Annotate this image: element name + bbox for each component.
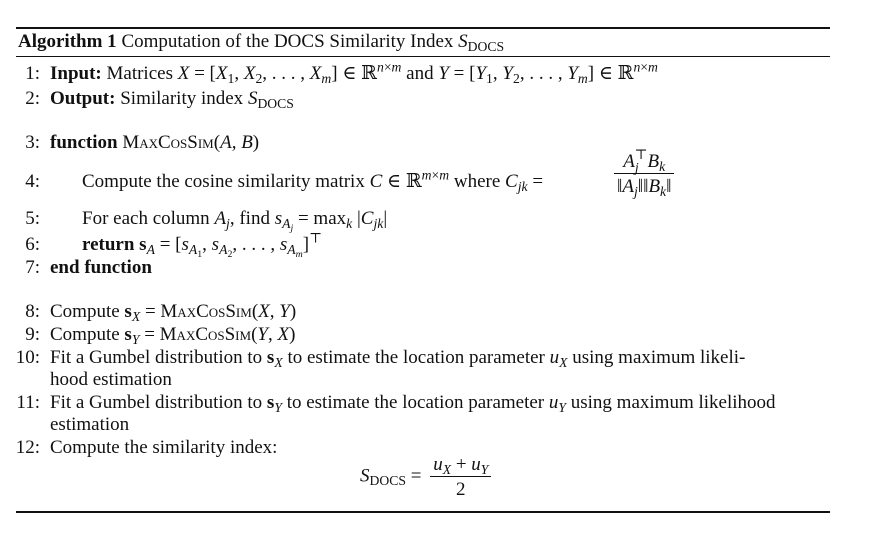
line-number: 7:: [25, 257, 40, 278]
line-number: 12:: [15, 437, 40, 458]
docs-fraction: $\frac{u_X + u_Y}{2}$: [430, 455, 491, 499]
line-text: Compute: [50, 301, 120, 322]
return-keyword: return: [82, 234, 135, 255]
line-number: 2:: [25, 88, 40, 109]
display-equation: $S_{DOCS}$ = $\frac{u_X + u_Y}{2}$: [360, 455, 495, 499]
line-text: hood estimation: [50, 369, 172, 390]
line-number: 1:: [25, 63, 40, 84]
line-number: 10:: [15, 347, 40, 368]
line-text: Fit a Gumbel distribution to: [50, 392, 263, 413]
algorithm-label: Algorithm 1: [18, 31, 117, 52]
function-name: MaxCosSim: [122, 132, 214, 153]
top-rule: [16, 27, 830, 29]
line-text: using maximum likeli-: [572, 347, 746, 368]
line-number: 11:: [16, 392, 40, 413]
line-text: to estimate the location parameter: [286, 392, 545, 413]
line-text: For each column: [82, 208, 210, 229]
line-text: using maximum likelihood: [570, 392, 776, 413]
function-keyword: function: [50, 132, 118, 153]
line-text: Compute the similarity index:: [50, 437, 278, 458]
header-rule: [16, 56, 830, 57]
line-number: 3:: [25, 132, 40, 153]
line-text: Matrices: [106, 63, 173, 84]
line-text: Compute: [50, 324, 120, 345]
output-keyword: Output:: [50, 88, 116, 109]
line-number: 9:: [25, 324, 40, 345]
end-function-keyword: end function: [50, 257, 152, 278]
line-text: estimation: [50, 414, 130, 435]
line-text: to estimate the location parameter: [287, 347, 545, 368]
line-number: 4:: [25, 171, 40, 192]
algorithm-header: Algorithm 1 Computation of the DOCS Similarity Index $S_{DOCS}$: [18, 31, 505, 54]
line-number: 5:: [25, 208, 40, 229]
bottom-rule: [16, 511, 830, 513]
line-text: Similarity index: [120, 88, 244, 109]
line-number: 6:: [25, 234, 40, 255]
line-number: 8:: [25, 301, 40, 322]
algorithm-title: Computation of the DOCS Similarity Index: [121, 31, 454, 52]
line-text: Fit a Gumbel distribution to: [50, 347, 263, 368]
cosine-fraction: $\frac{A_j^⊤B_k}{‖A_j‖‖B_k‖}$: [614, 152, 674, 196]
line-text: Compute the cosine similarity matrix: [82, 171, 365, 192]
line-text: , find: [229, 208, 270, 229]
input-keyword: Input:: [50, 63, 102, 84]
line-text: where: [453, 171, 501, 192]
